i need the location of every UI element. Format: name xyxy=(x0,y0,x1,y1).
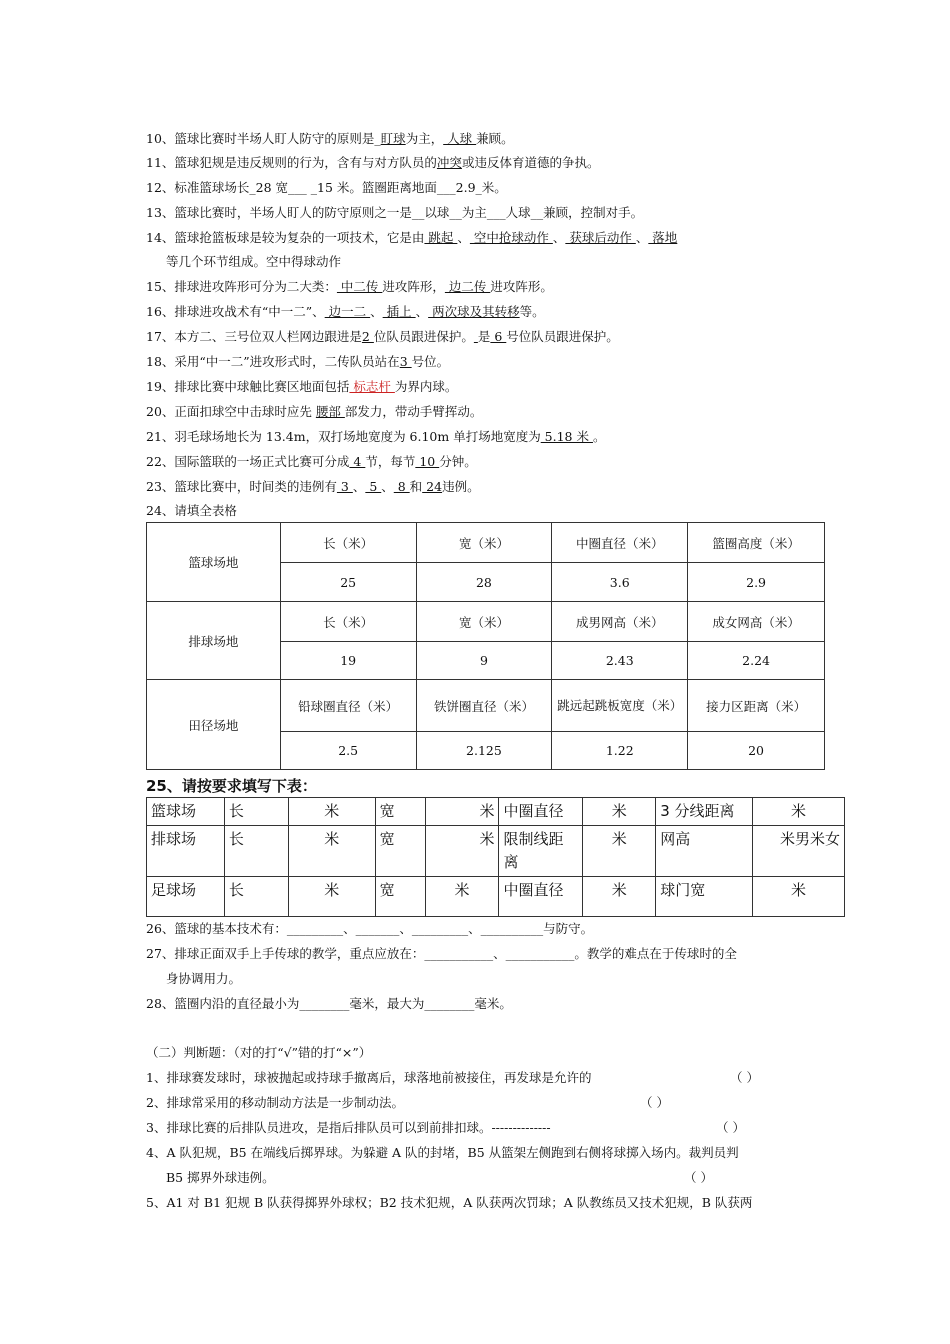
judge-item-3: 3、排球比赛的后排队员进攻，是指后排队员可以到前排扣球。-------------- xyxy=(146,1120,551,1135)
q13: 13、篮球比赛时，半场人盯人的防守原则之一是__以球__为主___人球__兼顾，控制对手。 xyxy=(146,205,644,220)
venue-label: 田径场地 xyxy=(147,680,281,770)
judge-item-5: 5、A1 对 B1 犯规 B 队获得掷界外球权；B2 技术犯规，A 队获两次罚球；A 队教练员又技术犯规，B 队获两 xyxy=(146,1195,753,1210)
q19: 19、排球比赛中球触比赛区地面包括 标志杆 为界内球。 xyxy=(146,379,458,394)
q24: 24、请填全表格 xyxy=(146,503,237,518)
table-cell: 米 xyxy=(753,877,845,917)
q20: 20、正面扣球空中击球时应先 腰部 部发力，带动手臂挥动。 xyxy=(146,404,483,419)
table-cell: 宽 xyxy=(375,877,425,917)
table-header-cell: 长（米） xyxy=(280,523,416,563)
table-header-cell: 成男网高（米） xyxy=(552,602,688,642)
table-cell: 25 xyxy=(280,563,416,602)
table-cell: 网高 xyxy=(656,826,753,877)
q14-continued: 等几个环节组成。空中得球动作 xyxy=(166,254,342,269)
table-25 xyxy=(146,797,845,917)
judge-item-1: 1、排球赛发球时，球被抛起或持球手撤离后，球落地前被接住，再发球是允许的 xyxy=(146,1070,592,1085)
judge-item-4-continued: B5 掷界外球违例。 xyxy=(166,1170,275,1185)
table-cell: 足球场 xyxy=(147,877,225,917)
table-cell: 米 xyxy=(425,826,499,877)
q21: 21、羽毛球场地长为 13.4m，双打场地宽度为 6.10m 单打场地宽度为 5.18 米 。 xyxy=(146,429,606,444)
table-header-cell: 长（米） xyxy=(280,602,416,642)
table-header-cell: 接力区距离（米） xyxy=(688,680,825,732)
table-cell: 米 xyxy=(425,877,499,917)
table-cell: 米 xyxy=(425,798,499,826)
judge-item-4: 4、A 队犯规，B5 在端线后掷界球。为躲避 A 队的封堵，B5 从篮架左侧跑到右侧将球掷入场内。裁判员判 xyxy=(146,1145,739,1160)
table-cell: 米 xyxy=(583,826,656,877)
q27: 27、排球正面双手上手传球的教学，重点应放在：___________、___________。教学的难点在于传球时的全 xyxy=(146,946,737,961)
table-cell: 米 xyxy=(288,877,375,917)
judge-item-1-paren: （ ） xyxy=(730,1070,759,1085)
table-cell: 2.5 xyxy=(280,732,416,770)
q15: 15、排球进攻阵形可分为二大类： 中二传 进攻阵形， 边二传 进攻阵形。 xyxy=(146,279,553,294)
table-cell: 1.22 xyxy=(552,732,688,770)
q25-title: 25、请按要求填写下表： xyxy=(146,777,317,795)
table-header-cell: 铅球圈直径（米） xyxy=(280,680,416,732)
venue-label: 排球场地 xyxy=(147,602,281,680)
table-cell: 9 xyxy=(416,642,552,680)
table-cell: 宽 xyxy=(375,826,425,877)
q16: 16、排球进攻战术有“中一二”、 边一二 、 插上 、 两次球及其转移等。 xyxy=(146,304,545,319)
judge-item-4-paren: （ ） xyxy=(684,1170,713,1185)
table-cell: 限制线距离 xyxy=(499,826,583,877)
table-header-cell: 铁饼圈直径（米） xyxy=(416,680,552,732)
table-cell: 20 xyxy=(688,732,825,770)
judge-item-2: 2、排球常采用的移动制动方法是一步制动法。 xyxy=(146,1095,404,1110)
q27-continued: 身协调用力。 xyxy=(166,971,242,986)
table-header-cell: 中圈直径（米） xyxy=(552,523,688,563)
table-cell: 排球场 xyxy=(147,826,225,877)
judge-title: （二）判断题：（对的打“√”错的打“×”） xyxy=(146,1045,372,1060)
table-24 xyxy=(146,522,825,770)
q26: 26、篮球的基本技术有：_________、_______、_________、__________与防守。 xyxy=(146,921,594,936)
table-cell: 2.24 xyxy=(688,642,825,680)
table-header-cell: 宽（米） xyxy=(416,602,552,642)
table-cell: 3 分线距离 xyxy=(656,798,753,826)
table-cell: 中圈直径 xyxy=(499,798,583,826)
table-cell: 2.125 xyxy=(416,732,552,770)
table-cell: 米 xyxy=(288,798,375,826)
table-cell: 2.9 xyxy=(688,563,825,602)
q12: 12、标准篮球场长_28 宽___ _15 米。篮圈距离地面___2.9_米。 xyxy=(146,180,507,195)
table-cell: 2.43 xyxy=(552,642,688,680)
table-header-cell: 篮圈高度（米） xyxy=(688,523,825,563)
table-header-cell: 成女网高（米） xyxy=(688,602,825,642)
judge-item-2-paren: （ ） xyxy=(640,1095,669,1110)
judge-item-3-paren: （ ） xyxy=(716,1120,745,1135)
table-cell: 长 xyxy=(224,826,288,877)
table-cell: 28 xyxy=(416,563,552,602)
table-cell: 长 xyxy=(224,877,288,917)
q14: 14、篮球抢篮板球是较为复杂的一项技术，它是由 跳起 、 空中抢球动作 、 获球后动作 、 落地 xyxy=(146,230,678,245)
table-cell: 19 xyxy=(280,642,416,680)
q17: 17、本方二、三号位双人栏网边跟进是2 位队员跟进保护。 是 6 号位队员跟进保护。 xyxy=(146,329,619,344)
table-cell: 米男米女 xyxy=(753,826,845,877)
table-cell: 中圈直径 xyxy=(499,877,583,917)
table-cell: 米 xyxy=(583,877,656,917)
q11: 11、篮球犯规是违反规则的行为，含有与对方队员的冲突或违反体育道德的争执。 xyxy=(146,155,600,170)
q10: 10、篮球比赛时半场人盯人防守的原则是_盯球为主， 人球 兼顾。 xyxy=(146,131,514,146)
q23: 23、篮球比赛中，时间类的违例有 3 、 5 、 8 和 24违例。 xyxy=(146,479,480,494)
table-cell: 米 xyxy=(753,798,845,826)
table-cell: 篮球场 xyxy=(147,798,225,826)
venue-label: 篮球场地 xyxy=(147,523,281,602)
table-header-cell: 宽（米） xyxy=(416,523,552,563)
q18: 18、采用“中一二”进攻形式时，二传队员站在3 号位。 xyxy=(146,354,450,369)
table-cell: 宽 xyxy=(375,798,425,826)
q28: 28、篮圈内沿的直径最小为________毫米，最大为________毫米。 xyxy=(146,996,512,1011)
table-cell: 3.6 xyxy=(552,563,688,602)
q22: 22、国际篮联的一场正式比赛可分成 4 节，每节 10 分钟。 xyxy=(146,454,477,469)
table-cell: 米 xyxy=(583,798,656,826)
table-cell: 米 xyxy=(288,826,375,877)
table-header-cell: 跳远起跳板宽度（米） xyxy=(552,680,688,732)
table-cell: 长 xyxy=(224,798,288,826)
table-cell: 球门宽 xyxy=(656,877,753,917)
